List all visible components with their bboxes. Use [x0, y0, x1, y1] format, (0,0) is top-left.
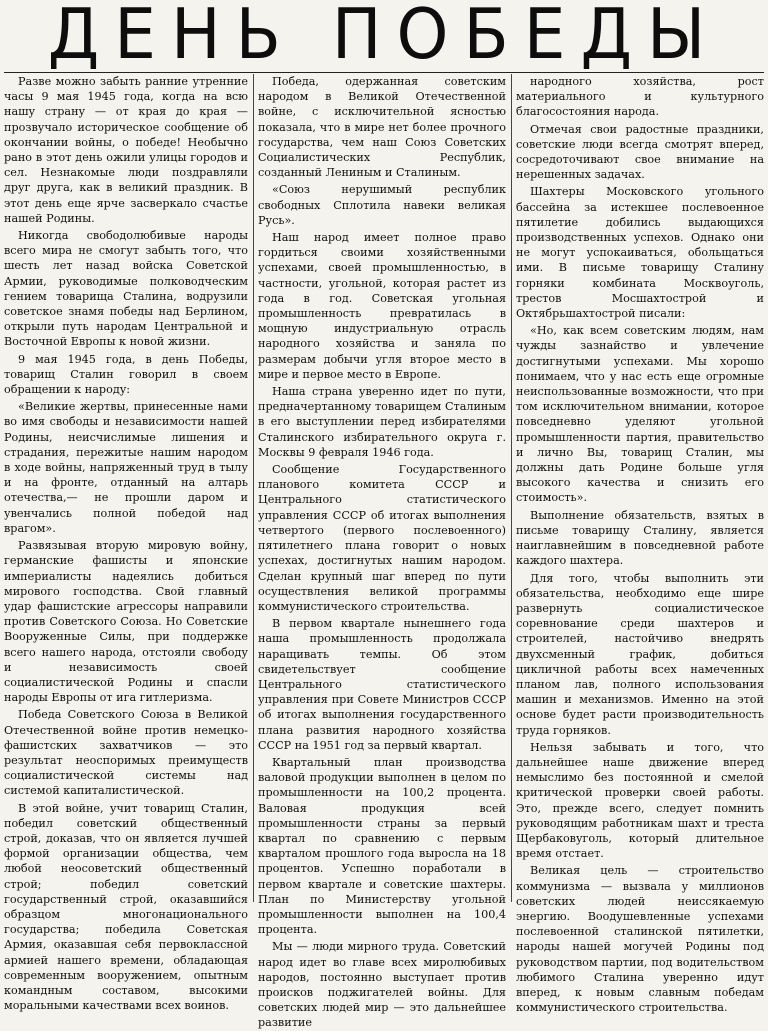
- paragraph: Великая цель — строительство коммунизма — вызвала у миллионов советских людей неиссякаемую энергию. Воодушевленные успехами послевоенной сталинской пятилетки, народы нашей могучей Родины под руководством партии, под водительством любимого Сталина уверенно идут вперед, к новым славным победам коммунистического строительства.: [516, 864, 764, 1015]
- column-divider: [253, 74, 254, 902]
- paragraph: Сообщение Государственного планового комитета СССР и Центрального статистического управления СССР об итогах выполнения четвертого (первого послевоенного) пятилетнего плана говорит о новых успехах, достигнутых нашим народом. Сделан крупный шаг вперед по пути осуществления великой программы коммунистического строительства.: [258, 463, 506, 613]
- paragraph: Победа, одержанная советским народом в Великой Отечественной войне, с исключительной ясностью показала, что в мире нет более прочного государства, чем наш Союз Советских Социалистических Республик, созданный Лениным и Сталиным.: [258, 75, 506, 180]
- article-column-3: [516, 74, 764, 1015]
- paragraph: 9 мая 1945 года, в день Победы, товарищ Сталин говорил в своем обращении к народу:: [4, 352, 248, 397]
- paragraph: В этой войне, учит товарищ Сталин, победил советский общественный строй, доказав, что он является лучшей формой организации общества, чем любой неосоветский общественный строй; победил советский государственный строй, оказавшийся образцом многонационального государства; победила Советская Армия, оказавшая себя первоклассной армией нашего времени, обладающая современным вооружением, опытным командным составом, высокими моральными качествами всех воинов.: [4, 801, 248, 1013]
- paragraph: Наш народ имеет полное право гордиться своими хозяйственными успехами, своей промышленностью, в частности, угольной, которая растет из года в год. Советская угольная промышленность превратилась в мощную индустриальную отрасль народного хозяйства и заняла по размерам добычи угля второе место в мире и первое место в Европе.: [258, 231, 506, 381]
- paragraph: «Союз нерушимый республик свободных Сплотила навеки великая Русь».: [258, 183, 506, 227]
- article-column-1: [4, 74, 248, 1013]
- paragraph: Выполнение обязательств, взятых в письме товарищу Сталину, является наиглавнейшим в повседневной работе каждого шахтера.: [516, 508, 764, 568]
- paragraph: Развязывая вторую мировую войну, германские фашисты и японские империалисты надеялись добиться мирового господства. Свой главный удар фашистские агрессоры направили против Советского Союза. Но Советские Вооруженные Силы, при поддержке всего нашего народа, отстояли свободу и независимость своей социалистической Родины и спасли народы Европы от ига гитлеризма.: [4, 539, 248, 705]
- column-divider: [511, 74, 512, 902]
- paragraph: Шахтеры Московского угольного бассейна за истекшее послевоенное пятилетие добились выдающихся производственных успехов. Однако они не могут успокаиваться, обольщаться ими. В письме товарищу Сталину горняки комбината Москвоуголь, трестов Мосшахтострой и Октябрьшахтострой писали:: [516, 185, 764, 321]
- paragraph: Наша страна уверенно идет по пути, предначертанному товарищем Сталиным в его выступлении перед избирателями Сталинского избирательного округа г. Москвы 9 февраля 1946 года.: [258, 385, 506, 459]
- article-column-2: [258, 74, 506, 1030]
- paragraph: Отмечая свои радостные праздники, советские люди всегда смотрят вперед, сосредоточивают свое внимание на нерешенных задачах.: [516, 122, 764, 182]
- paragraph: народного хозяйства, рост материального и культурного благосостояния народа.: [516, 75, 764, 119]
- paragraph: Разве можно забыть ранние утренние часы 9 мая 1945 года, когда на всю нашу страну — от края до края — прозвучало историческое сообщение об окончании войны, о победе! Необычно рано в этот день ожили улицы городов и сел. Незнакомые люди поздравляли друг друга, как в великий праздник. В этот день еще ярче засверкало счастье нашей Родины.: [4, 75, 248, 225]
- paragraph: Никогда свободолюбивые народы всего мира не смогут забыть того, что шесть лет назад войска Советской Армии, руководимые полководческим гением товарища Сталина, водрузили советское знамя победы над Берлином, открыли путь народам Центральной и Восточной Европы к новой жизни.: [4, 229, 248, 349]
- headline-rule: [4, 72, 764, 73]
- paragraph: Для того, чтобы выполнить эти обязательства, необходимо еще шире развернуть социалистическое соревнование среди шахтеров и строителей, настойчиво внедрять двухсменный график, добиться цикличной работы всех намеченных планом лав, полного использования машин и механизмов. Именно на этой основе будет расти производительность труда горняков.: [516, 571, 764, 737]
- paragraph: В первом квартале нынешнего года наша промышленность продолжала наращивать темпы. Об этом свидетельствует сообщение Центрального статистического управления при Совете Министров СССР об итогах выполнения государственного плана развития народного хозяйства СССР на 1951 год за первый квартал.: [258, 617, 506, 752]
- paragraph: «Но, как всем советским людям, нам чужды зазнайство и увлечение достигнутыми успехами. Мы хорошо понимаем, что у нас есть еще огромные неиспользованные возможности, что при том исключительном внимании, которое повседневно уделяют угольной промышленности партия, правительство и лично Вы, товарищ Сталин, мы должны дать Родине больше угля высокого качества и снизить его стоимость».: [516, 324, 764, 505]
- paragraph: Победа Советского Союза в Великой Отечественной войне против немецко-фашистских захватчиков — это результат неоспоримых преимуществ социалистической системы над системой капиталистической.: [4, 708, 248, 798]
- paragraph: Нельзя забывать и того, что дальнейшее наше движение вперед немыслимо без постоянной и смелой критической проверки своей работы. Это, прежде всего, следует помнить руководящим работникам шахт и треста Щербаковуголь, который длительное время отстает.: [516, 740, 764, 861]
- paragraph: Квартальный план производства валовой продукции выполнен в целом по промышленности на 100,2 процента. Валовая продукция всей промышленности страны за первый квартал по сравнению с первым кварталом прошлого года выросла на 18 процентов. Успешно поработали в первом квартале и советские шахтеры. План по Министерству угольной промышленности выполнен на 100,4 процента.: [258, 755, 506, 937]
- paragraph: «Великие жертвы, принесенные нами во имя свободы и независимости нашей Родины, неисчислимые лишения и страдания, пережитые нашим народом в ходе войны, напряженный труд в тылу и на фронте, отданный на алтарь отечества,— не прошли даром и увенчались полной победой над врагом».: [4, 400, 248, 535]
- headline: ДЕНЬ ПОБЕДЫ: [47, 0, 721, 75]
- paragraph: Мы — люди мирного труда. Советский народ идет во главе всех миролюбивых народов, постоянно выступает против происков поджигателей войны. Для советских людей мир — это дальнейшее развитие: [258, 940, 506, 1030]
